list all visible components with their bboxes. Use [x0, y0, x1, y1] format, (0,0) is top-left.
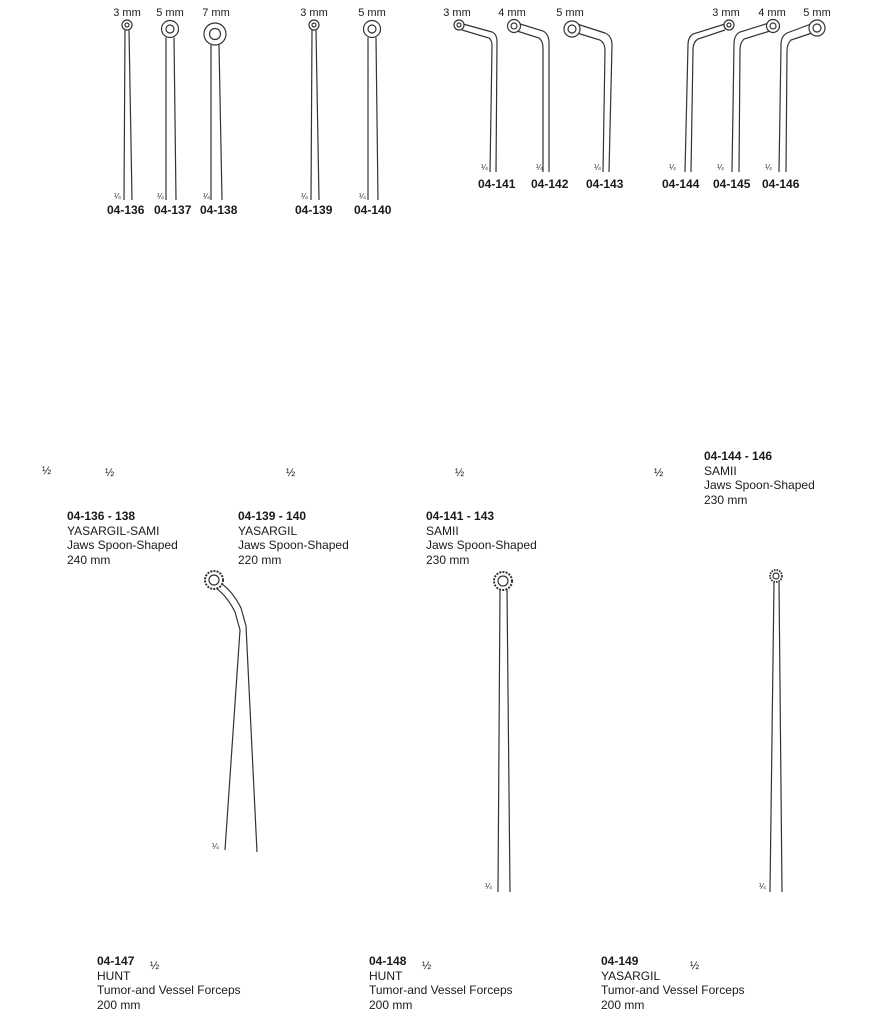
quarter-mark: ¼: [485, 882, 492, 891]
forceps-length: 200 mm: [601, 997, 645, 1012]
code-04-138: 04-138: [200, 203, 238, 217]
group-length: 230 mm: [426, 552, 470, 567]
quarter-mark: ¼: [759, 882, 766, 891]
group-code: 04-136 - 138: [67, 509, 136, 523]
instrument-04-146-tip: [779, 20, 825, 172]
quarter-mark: ¼: [765, 163, 772, 172]
size-label-04-139: 3 mm: [300, 7, 328, 19]
scale-mark: ½: [150, 960, 160, 972]
instrument-04-136-tip: [122, 20, 132, 200]
size-label-04-137: 5 mm: [156, 7, 184, 19]
forceps-04-149: [770, 570, 782, 892]
scale-mark: ½: [654, 467, 664, 479]
forceps-04-147: [205, 571, 257, 852]
group-04-141-143: [426, 509, 537, 567]
size-label-04-136: 3 mm: [113, 7, 141, 19]
code-04-139: 04-139: [295, 203, 333, 217]
group-name: YASARGIL-SAMI: [67, 523, 160, 538]
code-04-146: 04-146: [762, 177, 800, 191]
group-length: 230 mm: [704, 492, 748, 507]
size-label-04-144: 3 mm: [712, 7, 740, 19]
code-04-144: 04-144: [662, 177, 700, 191]
size-label-04-145: 4 mm: [758, 7, 786, 19]
group-name: SAMII: [426, 523, 459, 538]
forceps-name: HUNT: [369, 968, 403, 983]
group-length: 220 mm: [238, 552, 282, 567]
instrument-04-138-tip: [204, 23, 226, 200]
forceps-04-148: [494, 572, 512, 892]
instrument-04-145-tip: [732, 20, 780, 173]
quarter-mark: ¼: [669, 163, 676, 172]
forceps-04-149-info: [601, 954, 745, 1012]
quarter-mark: ¼: [717, 163, 724, 172]
group-04-136-138: [67, 509, 178, 567]
quarter-mark: ¼: [594, 163, 601, 172]
scale-mark: ½: [42, 465, 52, 477]
instrument-04-142-tip: [508, 20, 550, 173]
instrument-04-140-tip: [364, 21, 381, 201]
forceps-code: 04-147: [97, 954, 135, 968]
forceps-code: 04-148: [369, 954, 407, 968]
instrument-04-143-tip: [564, 21, 612, 172]
code-04-137: 04-137: [154, 203, 192, 217]
size-label-04-146: 5 mm: [803, 7, 831, 19]
group-desc: Jaws Spoon-Shaped: [704, 478, 815, 492]
group-code: 04-141 - 143: [426, 509, 495, 523]
size-label-04-143: 5 mm: [556, 7, 584, 19]
quarter-mark: ¼: [203, 192, 210, 201]
code-04-142: 04-142: [531, 177, 569, 191]
code-04-141: 04-141: [478, 177, 516, 191]
scale-mark: ½: [422, 960, 432, 972]
code-04-136: 04-136: [107, 203, 145, 217]
forceps-name: HUNT: [97, 968, 131, 983]
size-label-04-142: 4 mm: [498, 7, 526, 19]
group-name: YASARGIL: [238, 523, 298, 538]
forceps-length: 200 mm: [369, 997, 413, 1012]
scale-mark: ½: [690, 960, 700, 972]
group-name: SAMII: [704, 463, 737, 478]
forceps-04-147-info: [97, 954, 241, 1012]
forceps-length: 200 mm: [97, 997, 141, 1012]
group-desc: Jaws Spoon-Shaped: [426, 538, 537, 552]
quarter-mark: ¼: [212, 842, 219, 851]
instrument-04-139-tip: [309, 20, 319, 200]
quarter-mark: ¼: [536, 163, 543, 172]
forceps-desc: Tumor-and Vessel Forceps: [97, 983, 241, 997]
scale-mark: ½: [455, 467, 465, 479]
forceps-desc: Tumor-and Vessel Forceps: [601, 983, 745, 997]
forceps-name: YASARGIL: [601, 968, 661, 983]
quarter-mark: ¼: [114, 192, 121, 201]
code-04-140: 04-140: [354, 203, 392, 217]
scale-mark: ½: [286, 467, 296, 479]
quarter-mark: ¼: [481, 163, 488, 172]
forceps-04-148-info: [369, 954, 513, 1012]
instrument-04-141-tip: [454, 20, 497, 172]
group-desc: Jaws Spoon-Shaped: [238, 538, 349, 552]
forceps-code: 04-149: [601, 954, 639, 968]
group-04-139-140: [238, 509, 349, 567]
size-label-04-141: 3 mm: [443, 7, 471, 19]
code-04-145: 04-145: [713, 177, 751, 191]
scale-mark: ½: [105, 467, 115, 479]
group-length: 240 mm: [67, 552, 111, 567]
quarter-mark: ¼: [157, 192, 164, 201]
group-04-144-146: [704, 449, 815, 507]
group-code: 04-139 - 140: [238, 509, 307, 523]
size-label-04-140: 5 mm: [358, 7, 386, 19]
quarter-mark: ¼: [301, 192, 308, 201]
instrument-04-144-tip: [685, 20, 734, 172]
group-desc: Jaws Spoon-Shaped: [67, 538, 178, 552]
instrument-04-137-tip: [162, 21, 179, 201]
forceps-desc: Tumor-and Vessel Forceps: [369, 983, 513, 997]
size-label-04-138: 7 mm: [202, 7, 230, 19]
quarter-mark: ¼: [359, 192, 366, 201]
code-04-143: 04-143: [586, 177, 624, 191]
group-code: 04-144 - 146: [704, 449, 773, 463]
